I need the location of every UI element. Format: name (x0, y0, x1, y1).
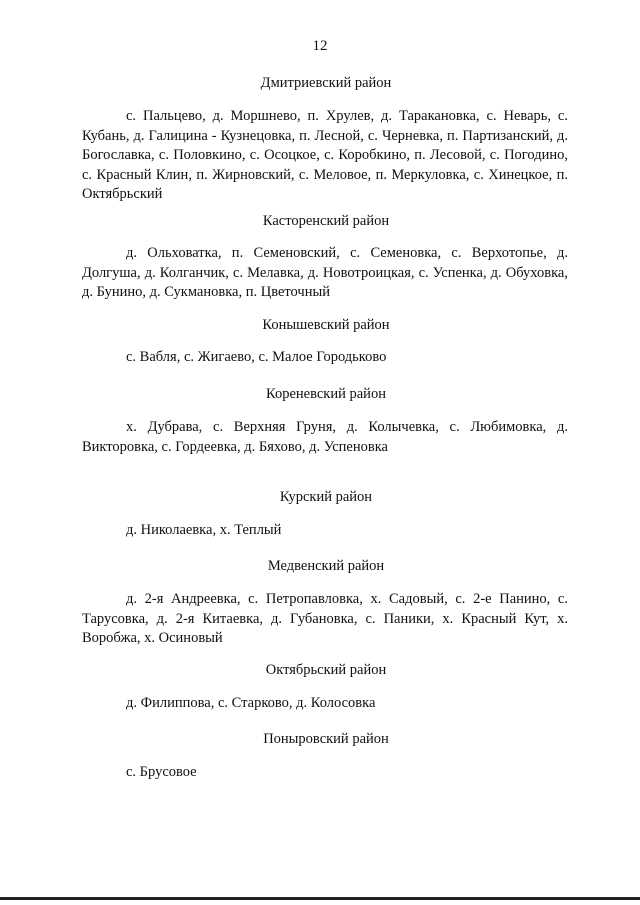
district-text-kursky: д. Николаевка, х. Теплый (126, 522, 282, 538)
district-text-oktyabrsky: д. Филиппова, с. Старково, д. Колосовка (126, 695, 376, 711)
page-number: 12 (312, 38, 328, 54)
page-bottom-edge (0, 897, 640, 900)
district-heading-konyshevsky: Конышевский район (262, 317, 390, 333)
district-text-dmitrievsky: с. Пальцево, д. Моршнево, п. Хрулев, д. Таракановка, с. Неварь, с. Кубань, д. Галицина - Кузнецовка, п. Лесной, с. Черневка, п. Партизанский, д. Богославка, с. Половкино, с. Осоцкое, с. Коробкино, п. Лесовой, с. Погодино, с. Красный Клин, п. Жирновский, с. Меловое, п. Меркуловка, с. Хинецкое, п. Октябрьский (82, 108, 568, 202)
district-text-ponyrovsky: с. Брусовое (126, 764, 197, 780)
district-heading-kursky: Курский район (279, 489, 373, 505)
district-heading-ponyrovsky: Поныровский район (263, 731, 389, 747)
district-heading-kastorensky: Касторенский район (262, 213, 390, 229)
district-text-konyshevsky: с. Вабля, с. Жигаево, с. Малое Городьково (126, 349, 387, 365)
district-heading-medvensky: Медвенский район (267, 558, 385, 574)
district-heading-oktyabrsky: Октябрьский район (265, 662, 387, 678)
district-text-korenevsky: х. Дубрава, с. Верхняя Груня, д. Колычевка, с. Любимовка, д. Викторовка, с. Гордеевка, д. Бяхово, д. Успеновка (82, 419, 568, 455)
district-heading-dmitrievsky: Дмитриевский район (260, 75, 392, 91)
district-text-medvensky: д. 2-я Андреевка, с. Петропавловка, х. Садовый, с. 2-е Панино, с. Тарусовка, д. 2-я Китаевка, д. Губановка, с. Паники, х. Красный Кут, х. Воробжа, х. Осиновый (82, 591, 568, 646)
district-text-kastorensky: д. Ольховатка, п. Семеновский, с. Семеновка, с. Верхотопье, д. Долгуша, д. Колганчик, с. Мелавка, д. Новотроицкая, с. Успенка, д. Обуховка, д. Бунино, д. Сукмановка, п. Цветочный (82, 245, 568, 300)
district-heading-korenevsky: Кореневский район (266, 386, 386, 402)
